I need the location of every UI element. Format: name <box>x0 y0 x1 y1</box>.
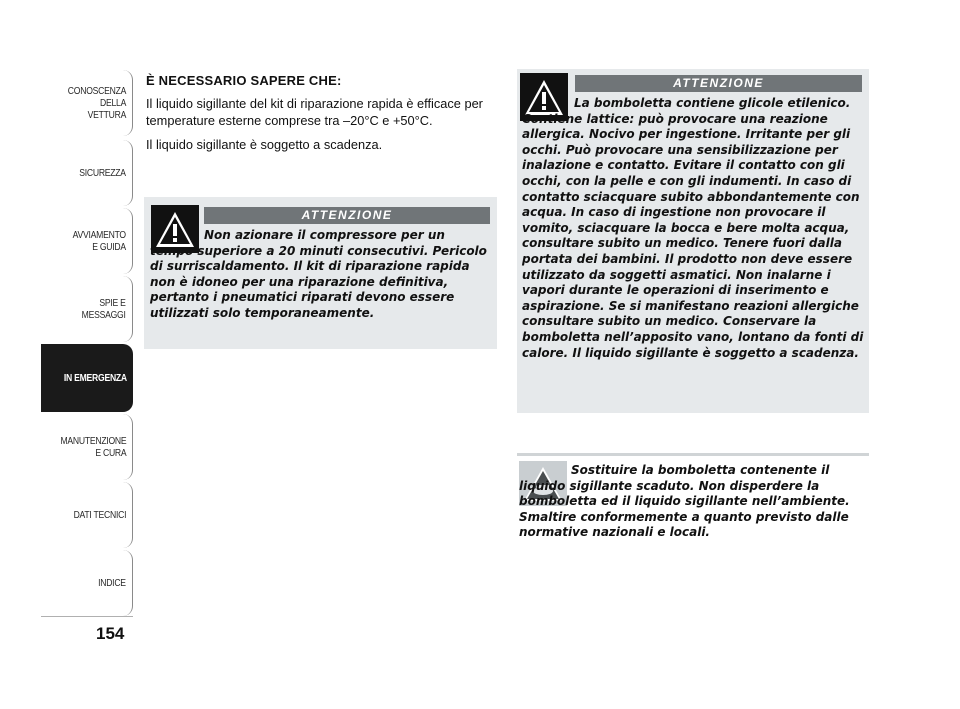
tab-conoscenza-della-vettura[interactable]: CONOSCENZA DELLA VETTURA <box>41 70 133 136</box>
tab-dati-tecnici[interactable]: DATI TECNICI <box>41 482 133 548</box>
tab-spie-e-messaggi[interactable]: SPIE E MESSAGGI <box>41 276 133 342</box>
paragraph-expiry: Il liquido sigillante è soggetto a scadenza. <box>146 137 383 152</box>
warning-text-chemicals: La bomboletta contiene glicole etilenico. Contiene lattice: può provocare una reazione allergica. Nocivo per ingestione. Irritante per gli occhi. Può provocare una sensibilizzazione per inalazione e contatto. Evitare il contatto con gli occhi, con la pelle e con gli indumenti. In caso di contatto sciacquare subito abbondantemente con acqua. In caso di ingestione non provocare il vomito, sciacquare la bocca e bere molta acqua, consultare subito un medico. Tenere fuori dalla portata dei bambini. Il prodotto non deve essere utilizzato da soggetti asmatici. Non inalarne i vapori durante le operazioni di inserimento e aspirazione. Se si manifestano reazioni allergiche consultare subito un medico. Conservare la bomboletta nell’apposito vano, lontano da fonti di calore. Il liquido sigillante è soggetto a scadenza. <box>522 96 864 360</box>
tab-sicurezza[interactable]: SICUREZZA <box>41 140 133 206</box>
paragraph-temperature: Il liquido sigillante del kit di riparazione rapida è efficace per temperature esterne comprese tra –20°C e +50°C. <box>146 96 483 128</box>
tab-avviamento-e-guida[interactable]: AVVIAMENTO E GUIDA <box>41 208 133 274</box>
warning-title-bar: ATTENZIONE <box>575 75 862 92</box>
sidebar-bottom-divider <box>41 616 133 617</box>
section-heading: È NECESSARIO SAPERE CHE: <box>146 73 342 88</box>
warning-title-bar: ATTENZIONE <box>204 207 490 224</box>
environment-note-text: Sostituire la bomboletta contenente il liquido sigillante scaduto. Non disperdere la bomboletta ed il liquido sigillante nell’ambiente. Smaltire conformemente a quanto previsto dalle normative nazionali e locali. <box>519 463 850 540</box>
page-number: 154 <box>96 624 125 643</box>
tab-in-emergenza[interactable]: IN EMERGENZA <box>41 344 133 412</box>
tab-indice[interactable]: INDICE <box>41 550 133 616</box>
warning-box-compressor <box>144 197 497 349</box>
tab-manutenzione-e-cura[interactable]: MANUTENZIONE E CURA <box>41 414 133 480</box>
warning-text-compressor: Non azionare il compressore per un tempo superiore a 20 minuti consecutivi. Pericolo di surriscaldamento. Il kit di riparazione rapida non è idoneo per una riparazione definitiva, pertanto i pneumatici riparati devono essere utilizzati solo temporaneamente. <box>150 228 487 320</box>
environment-note-divider <box>517 453 869 456</box>
warning-box-chemicals <box>517 69 869 413</box>
